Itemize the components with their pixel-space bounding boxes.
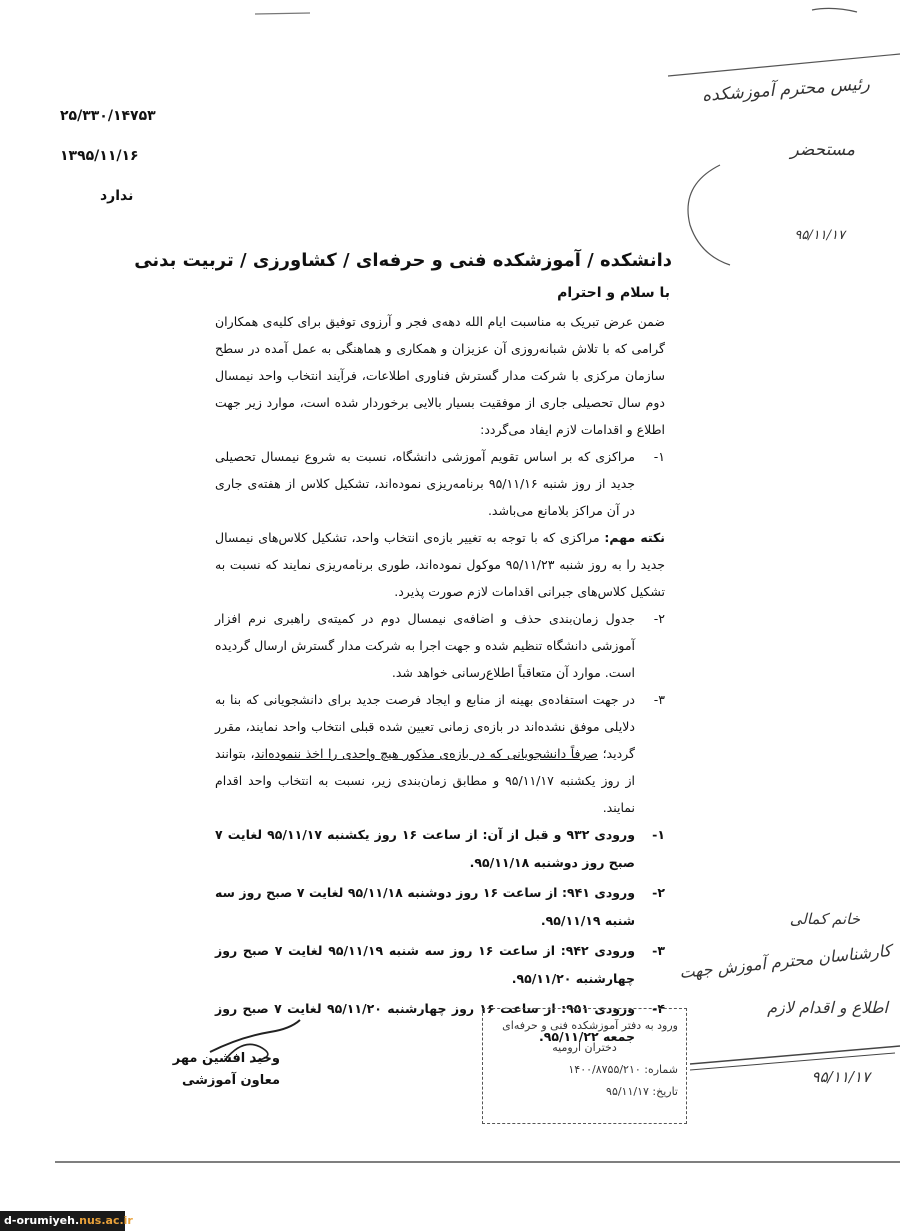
schedule-text: ورودی ۹۴۲: از ساعت ۱۶ روز سه شنبه ۹۵/۱۱/۱۹ لغایت ۷ صبح روز چهارشنبه ۹۵/۱۱/۲۰. <box>215 943 635 986</box>
receipt-stamp <box>482 1008 687 1124</box>
item3-part2: ، بتوانند از روز یکشنبه ۹۵/۱۱/۱۷ و مطابق زمان‌بندی زیر، نسبت به انتخاب واحد اقدام نمایند. <box>215 746 636 815</box>
intro-paragraph: ضمن عرض تبریک به مناسبت ایام الله دهه‌ی فجر و آرزوی توفیق برای کلیه‌ی همکاران گرامی که با تلاش شبانه‌روزی آن عزیزان و همکاری و هماهنگی به عمل آمده در سطح سازمان مرکزی با شرکت مدار گسترش فناوری اطلاعات، فرآیند انتخاب واحد نیمسال دوم سال تحصیلی جاری از موفقیت بسیار بالایی برخوردار شده است، موارد زیر جهت اطلاع و اقدامات لازم ایفاد می‌گردد: <box>215 314 665 437</box>
schedule-item <box>215 879 665 935</box>
schedule-number: ۴- <box>652 1001 665 1016</box>
handwritten-note-right2: کارشناسان محترم آموزش جهت <box>678 940 893 983</box>
important-label: نکته مهم: <box>604 530 665 545</box>
item-number: ۳- <box>653 692 665 707</box>
list-item <box>215 686 665 821</box>
signer-name: وحید افشین مهر <box>172 1051 280 1066</box>
schedule-item <box>215 937 665 993</box>
stamp-line: شماره: ۱۴۰۰/۸۷۵۵/۲۱۰ <box>568 1063 678 1076</box>
footer-domain: nus.ac.ir <box>79 1214 133 1227</box>
stamp-line: تاریخ: ۹۵/۱۱/۱۷ <box>606 1085 678 1098</box>
site-footer-link[interactable] <box>0 1211 133 1231</box>
recipient-heading: دانشکده / آموزشکده فنی و حرفه‌ای / کشاورزی / تربیت بدنی <box>134 250 672 271</box>
list-item <box>215 443 665 524</box>
handwritten-date: ۹۵/۱۱/۱۷ <box>794 228 845 243</box>
handwritten-note-right4: ۹۵/۱۱/۱۷ <box>811 1068 870 1086</box>
item-text <box>215 686 635 821</box>
item-text: مراکزی که بر اساس تقویم آموزشی دانشگاه، نسبت به شروع نیمسال تحصیلی جدید از روز شنبه ۹۵/۱۱/۱۶ برنامه‌ریزی نموده‌اند، تشکیل کلاس از هفته‌ی جاری در آن مراکز بلامانع می‌باشد. <box>215 449 636 518</box>
stamp-line: ورود به دفتر آموزشکده فنی و حرفه‌ای <box>502 1019 678 1032</box>
schedule-item <box>215 821 665 877</box>
stamp-line: دختران ارومیه <box>552 1041 617 1054</box>
schedule-text: ورودی ۹۳۲ و قبل از آن: از ساعت ۱۶ روز یکشنبه ۹۵/۱۱/۱۷ لغایت ۷ صبح روز دوشنبه ۹۵/۱۱/۱۸. <box>215 827 635 870</box>
letter-attachment: ندارد <box>100 188 134 204</box>
schedule-text: ورودی ۹۴۱: از ساعت ۱۶ روز دوشنبه ۹۵/۱۱/۱۸ لغایت ۷ صبح روز سه شنبه ۹۵/۱۱/۱۹. <box>215 885 635 928</box>
handwritten-note-top2: مستحضر <box>790 140 855 160</box>
item-number: ۱- <box>653 449 665 464</box>
signature-block <box>173 1048 280 1092</box>
item3-part1: در جهت استفاده‌ی بهینه از منابع و ایجاد فرصت جدید برای دانشجویانی که بنا به دلایلی موفق نشده‌اند در بازه‌ی زمانی تعیین شده قبلی انتخاب واحد نمایند، مقرر گردید؛ <box>215 692 635 761</box>
schedule-text: ورودی ۹۵۱: از ساعت ۱۶ روز چهارشنبه ۹۵/۱۱/۲۰ لغایت ۷ صبح روز جمعه ۹۵/۱۱/۲۲. <box>215 1001 635 1044</box>
list-item <box>215 605 665 686</box>
item-number: ۲- <box>653 611 665 626</box>
important-text: مراکزی که با توجه به تغییر بازه‌ی انتخاب واحد، تشکیل کلاس‌های نیمسال جدید را به روز شنبه ۹۵/۱۱/۲۳ موکول نموده‌اند، طوری برنامه‌ریزی نمایند که نسبت به تشکیل کلاس‌های جبرانی اقدامات لازم صورت پذیرد. <box>215 530 666 599</box>
item3-underlined: صرفاً دانشجویانی که در بازه‌ی مذکور هیچ واحدی را اخذ ننموده‌اند <box>254 746 599 761</box>
handwritten-note-right1: خانم کمالی <box>789 910 860 928</box>
footer-prefix: d-orumiyeh. <box>4 1214 80 1227</box>
signer-title: معاون آموزشی <box>181 1073 280 1088</box>
letter-body <box>215 308 665 1053</box>
schedule-number: ۳- <box>652 943 665 958</box>
schedule-number: ۲- <box>652 885 665 900</box>
schedule-number: ۱- <box>652 827 665 842</box>
important-note <box>215 524 665 605</box>
handwritten-note-top: رئیس محترم آموزشکده <box>701 74 871 106</box>
letter-date: ۱۳۹۵/۱۱/۱۶ <box>60 148 139 164</box>
letter-number: ۲۵/۳۳۰/۱۴۷۵۳ <box>60 108 156 124</box>
greeting: با سلام و احترام <box>557 285 670 301</box>
item-text: جدول زمان‌بندی حذف و اضافه‌ی نیمسال دوم در کمیته‌ی راهبری نرم افزار آموزشی دانشگاه تنظیم شده و جهت اجرا به شرکت مدار گسترش ارسال گردیده است. موارد آن متعاقباً اطلاع‌رسانی خواهد شد. <box>215 611 635 680</box>
handwritten-note-right3: اطلاع و اقدام لازم <box>767 998 888 1017</box>
